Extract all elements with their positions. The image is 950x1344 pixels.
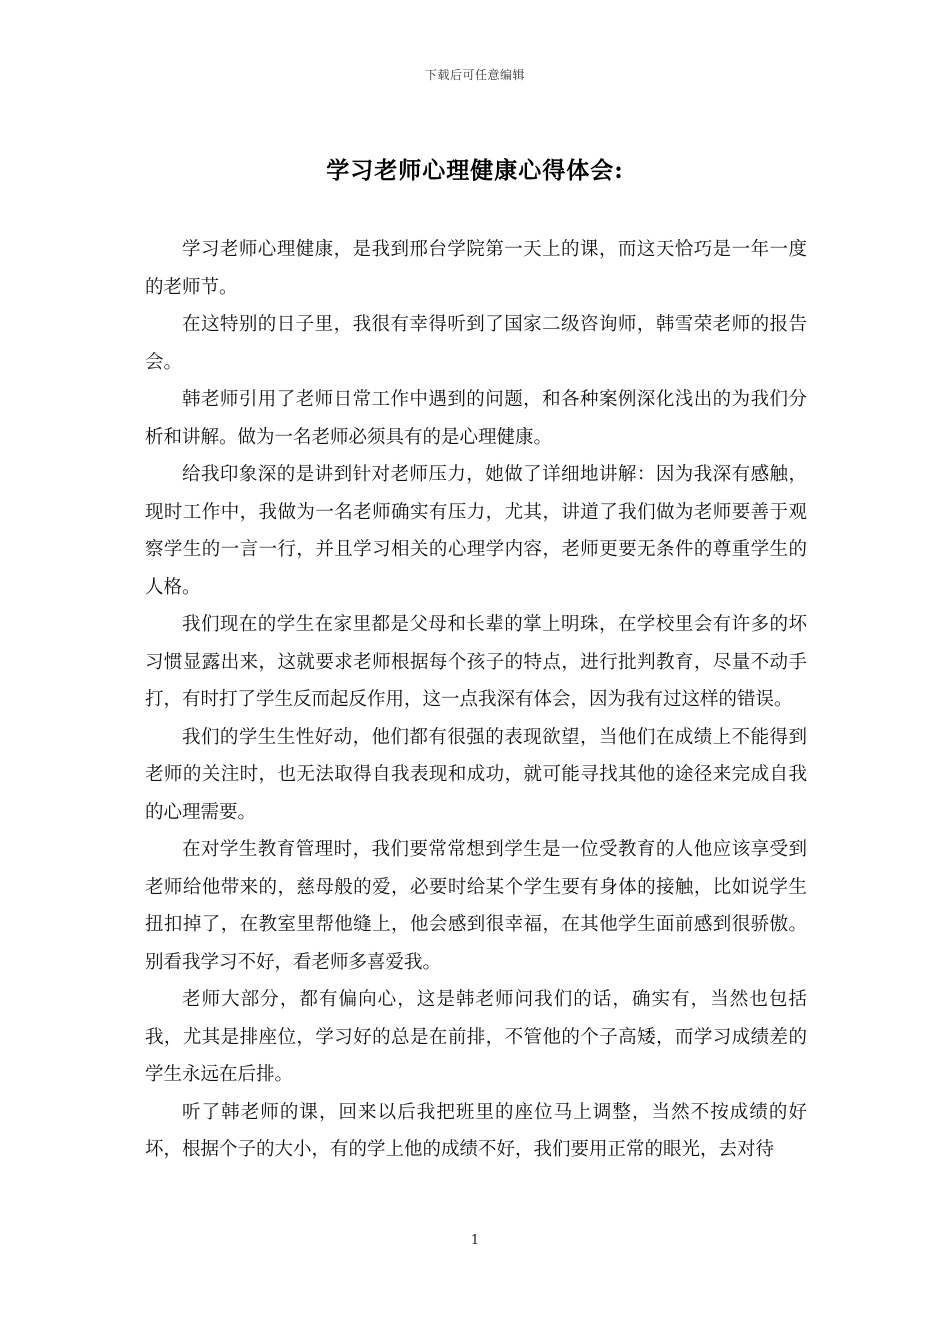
paragraph: 给我印象深的是讲到针对老师压力，她做了详细地讲解：因为我深有感触，现时工作中，我做为一名老师确实有压力，尤其，讲道了我们做为老师要善于观察学生的一言一行，并且学习相关的心理学内容，老师更要无条件的尊重学生的人格。 <box>145 464 807 598</box>
document-title: 学习老师心理健康心得体会: <box>326 157 624 184</box>
header-note: 下载后可任意编辑 <box>424 68 525 82</box>
paragraph: 韩老师引用了老师日常工作中遇到的问题，和各种案例深化浅出的为我们分析和讲解。做为一名老师必须具有的是心理健康。 <box>145 389 807 448</box>
paragraph: 听了韩老师的课，回来以后我把班里的座位马上调整，当然不按成绩的好坏，根据个子的大小，有的学上他的成绩不好，我们要用正常的眼光，去对待 <box>145 1101 807 1160</box>
paragraph: 学习老师心理健康，是我到邢台学院第一天上的课，而这天恰巧是一年一度的老师节。 <box>145 239 807 298</box>
paragraph: 我们的学生生性好动，他们都有很强的表现欲望，当他们在成绩上不能得到老师的关注时，也无法取得自我表现和成功，就可能寻找其他的途径来完成自我的心理需要。 <box>145 726 807 823</box>
paragraph: 我们现在的学生在家里都是父母和长辈的掌上明珠，在学校里会有许多的坏习惯显露出来，这就要求老师根据每个孩子的特点，进行批判教育，尽量不动手打，有时打了学生反而起反作用，这一点我深有体会，因为我有过这样的错误。 <box>145 614 807 710</box>
document-body <box>145 231 807 1169</box>
paragraph: 在对学生教育管理时，我们要常常想到学生是一位受教育的人他应该享受到老师给他带来的，慈母般的爱，必要时给某个学生要有身体的接触，比如说学生扭扣掉了，在教室里帮他缝上，他会感到很幸福，在其他学生面前感到很骄傲。别看我学习不好，看老师多喜爱我。 <box>145 839 807 973</box>
paragraph: 在这特别的日子里，我很有幸得听到了国家二级咨询师，韩雪荣老师的报告会。 <box>145 314 807 373</box>
paragraph: 老师大部分，都有偏向心，这是韩老师问我们的话，确实有，当然也包括我，尤其是排座位，学习好的总是在前排，不管他的个子高矮，而学习成绩差的学生永远在后排。 <box>145 989 807 1085</box>
page-number: 1 <box>470 1233 480 1248</box>
